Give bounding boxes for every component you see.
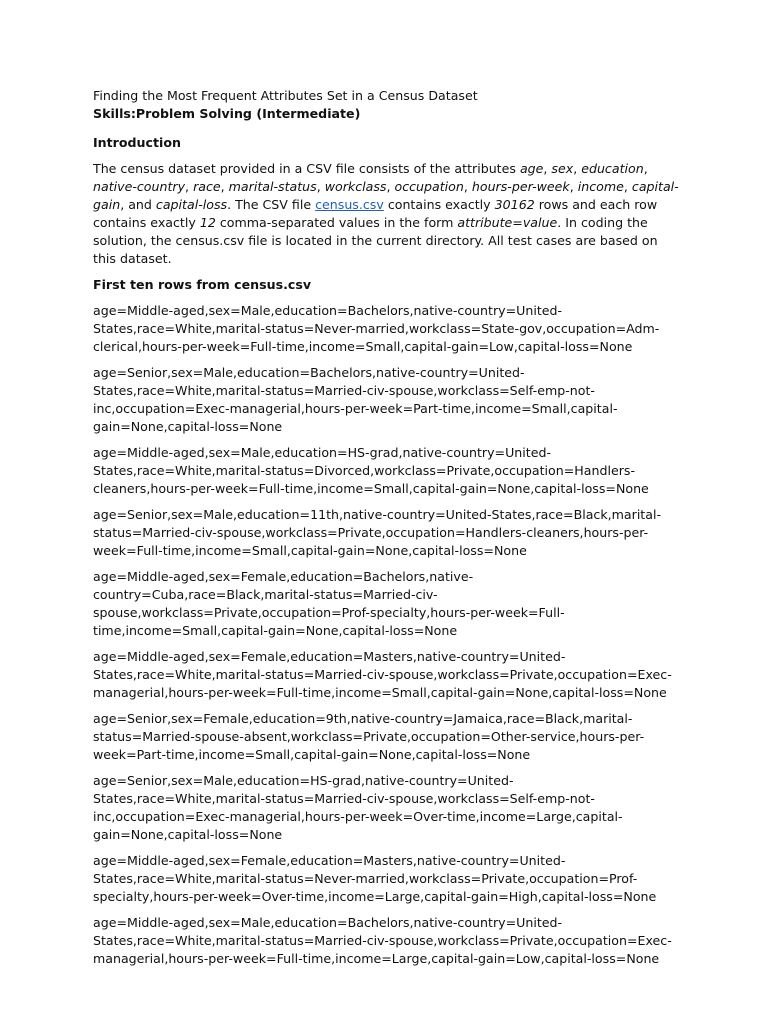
attribute-native-country: native-country — [93, 179, 186, 194]
intro-sep: , — [463, 179, 472, 194]
census-row: age=Middle-aged,sex=Male,education=Bachelors,native-country=United-States,race=White,marital-status=Married-civ-spouse,workclass=Private,occupation=Exec-managerial,hours-per-week=Full-time,income=Large,capital-gain=Low,capital-loss=None — [93, 915, 672, 966]
census-row: age=Middle-aged,sex=Female,education=Masters,native-country=United-States,race=White,marital-status=Never-married,workclass=Private,occupation=Prof-specialty,hours-per-week=Over-time,income=Large,capital-gain=High,capital-loss=None — [93, 853, 657, 904]
row-count: 30162 — [494, 197, 535, 212]
document-title: Finding the Most Frequent Attributes Set in a Census Dataset — [93, 88, 478, 103]
intro-text: rows and each row contains exactly — [93, 197, 658, 230]
attribute-income: income — [577, 179, 624, 194]
introduction-paragraph — [93, 160, 680, 268]
census-row: age=Senior,sex=Male,education=Bachelors,native-country=United-States,race=White,marital-status=Married-civ-spouse,workclass=Self-emp-not-inc,occupation=Exec-managerial,hours-per-week=Part-time,income=Small,capital-gain=None,capital-loss=None — [93, 365, 618, 434]
intro-sep: , — [643, 161, 648, 176]
intro-text: contains exactly — [383, 197, 495, 212]
attribute-marital-status: marital-status — [228, 179, 317, 194]
first-rows-heading: First ten rows from census.csv — [93, 277, 312, 292]
attribute-workclass: workclass — [324, 179, 387, 194]
intro-text: The census dataset provided in a CSV file consists of the attributes — [93, 161, 520, 176]
attribute-education: education — [581, 161, 644, 176]
census-row: age=Middle-aged,sex=Male,education=Bachelors,native-country=United-States,race=White,marital-status=Never-married,workclass=State-gov,occupation=Adm-clerical,hours-per-week=Full-time,income=Small,capital-gain=Low,capital-loss=None — [93, 303, 660, 354]
intro-text: comma-separated values in the form — [215, 215, 458, 230]
attribute-age: age — [519, 161, 544, 176]
intro-sep: , — [573, 161, 582, 176]
attribute-value-form: attribute=value — [457, 215, 558, 230]
attribute-sex: sex — [551, 161, 574, 176]
skills-line: Skills:Problem Solving (Intermediate) — [93, 106, 361, 121]
attribute-hours-per-week: hours-per-week — [471, 179, 570, 194]
attribute-capital-gain: capital-gain — [93, 179, 679, 212]
census-row: age=Middle-aged,sex=Male,education=HS-grad,native-country=United-States,race=White,marital-status=Divorced,workclass=Private,occupation=Handlers-cleaners,hours-per-week=Full-time,income=Small,capital-gain=None,capital-loss=None — [93, 445, 649, 496]
intro-text: . In coding the solution, the census.csv file is located in the current directory. All test cases are based on this dataset. — [93, 215, 658, 266]
intro-sep: , — [386, 179, 395, 194]
census-row: age=Middle-aged,sex=Female,education=Masters,native-country=United-States,race=White,marital-status=Married-civ-spouse,workclass=Private,occupation=Exec-managerial,hours-per-week=Full-time,income=Small,capital-gain=None,capital-loss=None — [93, 649, 672, 700]
introduction-heading: Introduction — [93, 135, 181, 150]
census-csv-link[interactable]: census.csv — [315, 197, 384, 212]
intro-sep: , — [220, 179, 229, 194]
intro-sep: , — [569, 179, 578, 194]
value-count: 12 — [199, 215, 216, 230]
census-row: age=Senior,sex=Female,education=9th,native-country=Jamaica,race=Black,marital-status=Married-spouse-absent,workclass=Private,occupation=Other-service,hours-per-week=Part-time,income=Small,capital-gain=None,capital-loss=None — [93, 711, 645, 762]
attribute-occupation: occupation — [394, 179, 464, 194]
intro-sep: , — [543, 161, 552, 176]
intro-sep: , — [185, 179, 194, 194]
intro-sep: , and — [120, 197, 156, 212]
attribute-capital-loss: capital-loss — [155, 197, 228, 212]
intro-sep: , — [623, 179, 632, 194]
intro-text: . The CSV file — [227, 197, 316, 212]
intro-sep: , — [316, 179, 325, 194]
census-row: age=Middle-aged,sex=Female,education=Bachelors,native-country=Cuba,race=Black,marital-status=Married-civ-spouse,workclass=Private,occupation=Prof-specialty,hours-per-week=Full-time,income=Small,capital-gain=None,capital-loss=None — [93, 569, 565, 638]
attribute-race: race — [193, 179, 221, 194]
census-row: age=Senior,sex=Male,education=11th,native-country=United-States,race=Black,marital-status=Married-civ-spouse,workclass=Private,occupation=Handlers-cleaners,hours-per-week=Full-time,income=Small,capital-gain=None,capital-loss=None — [93, 507, 662, 558]
census-row: age=Senior,sex=Male,education=HS-grad,native-country=United-States,race=White,marital-status=Married-civ-spouse,workclass=Self-emp-not-inc,occupation=Exec-managerial,hours-per-week=Over-time,income=Large,capital-gain=None,capital-loss=None — [93, 773, 623, 842]
